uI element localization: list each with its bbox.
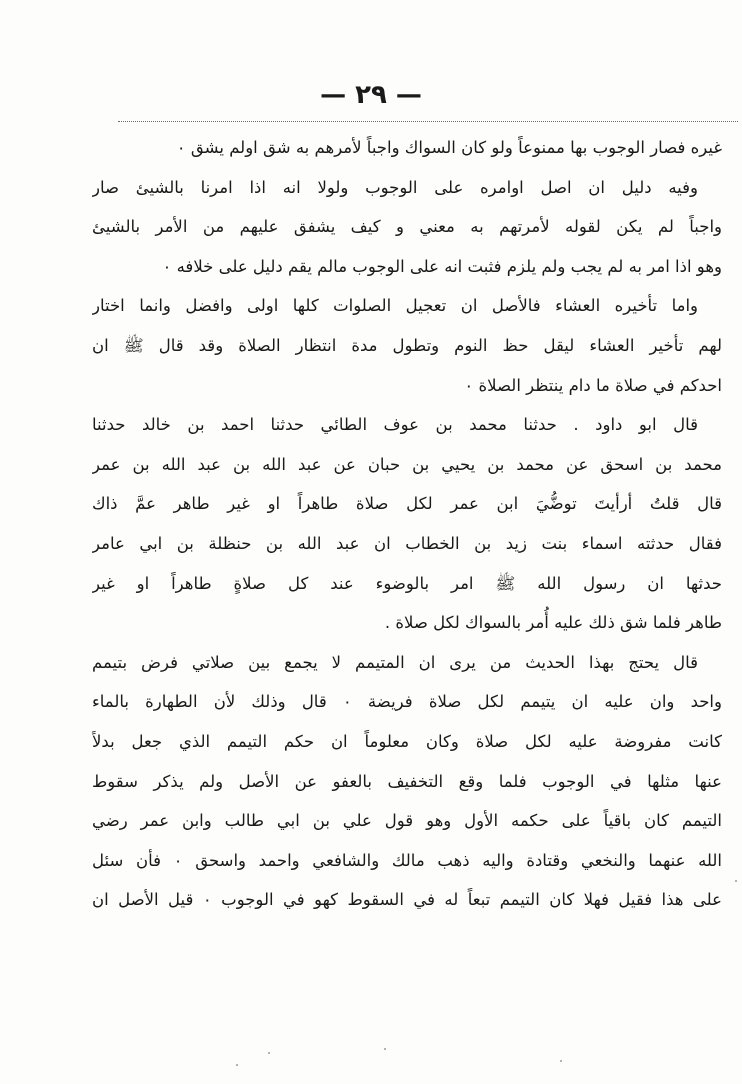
scan-speck: [384, 1048, 386, 1050]
header-rule: [118, 121, 738, 122]
text-line: عنها مثلها في الوجوب فلما وقع التخفيف بالعفو عن الأصل ولم يذكر سقوط: [92, 771, 722, 791]
text-line: طاهر فلما شق ذلك عليه أُمر بالسواك لكل صلاة .: [384, 613, 722, 633]
text-line: غيره فصار الوجوب بها ممنوعاً ولو كان السواك واجباً لأمرهم به شق اولم يشق ٠: [176, 138, 722, 157]
text-line: قال قلتُ أرأيتَ توضُّيَ ابن عمر لكل صلاة طاهراً او غير طاهر عمَّ ذاك: [92, 494, 722, 514]
text-line: واحد وان عليه ان يتيمم لكل صلاة فريضة ٠ قال وذلك لأن الطهارة بالماء: [92, 692, 722, 712]
text-line: حدثها ان رسول الله ﷺ امر بالوضوء عند كل صلاةٍ طاهراً او غير: [92, 573, 722, 593]
page-number: — ٢٩ —: [320, 80, 422, 110]
scan-speck: [560, 1060, 562, 1062]
text-line: قال ابو داود . حدثنا محمد بن عوف الطائي حدثنا احمد بن خالد حدثنا: [92, 415, 698, 435]
text-line: وهو اذا امر به لم يجب ولم يلزم فثبت انه على الوجوب مالم يقم دليل على خلافه ٠: [162, 256, 722, 276]
body-text: [92, 128, 722, 920]
text-line: فقال حدثته اسماء بنت زيد بن الخطاب ان عبد الله بن حنظلة بن ابي عامر: [92, 533, 722, 553]
text-line: واما تأخيره العشاء فالأصل ان تعجيل الصلوات كلها اولى وافضل وانما اختار: [92, 296, 698, 316]
text-line: احدكم في صلاة ما دام ينتظر الصلاة ٠: [464, 375, 722, 395]
text-line: واجباً لم يكن لقوله لأمرتهم به معني و كيف يشفق عليهم من الأمر بالشيئ: [92, 217, 722, 237]
text-line: قال يحتج بهذا الحديث من يرى ان المتيمم لا يجمع بين صلاتي فرض بتيمم: [92, 652, 698, 672]
scan-speck: [735, 880, 737, 882]
text-line: كانت مفروضة عليه لكل صلاة وكان معلوماً ان حكم التيمم الذي جعل بدلاً: [92, 731, 722, 751]
text-line: وفيه دليل ان اصل اوامره على الوجوب ولولا انه اذا امرنا بالشيئ صار: [92, 177, 698, 197]
text-line: محمد بن اسحق عن محمد بن يحيي بن حبان عن عبد الله بن عبد الله بن عمر: [92, 454, 722, 474]
text-line: التيمم كان باقياً على حكمه الأول وهو قول علي بن ابي طالب وابن عمر رضي: [92, 811, 722, 831]
scan-speck: [236, 1064, 238, 1066]
text-line: على هذا فقيل فهلا كان التيمم تبعاً له في السقوط كهو في الوجوب ٠ قيل الأصل ان: [92, 890, 722, 910]
text-line: الله عنهما والنخعي وقتادة واليه ذهب مالك والشافعي واحمد واسحق ٠ فأن سئل: [92, 850, 722, 870]
scan-speck: [268, 1052, 270, 1054]
text-line: لهم تأخير العشاء ليقل حظ النوم وتطول مدة انتظار الصلاة وقد قال ﷺ ان: [92, 335, 722, 355]
